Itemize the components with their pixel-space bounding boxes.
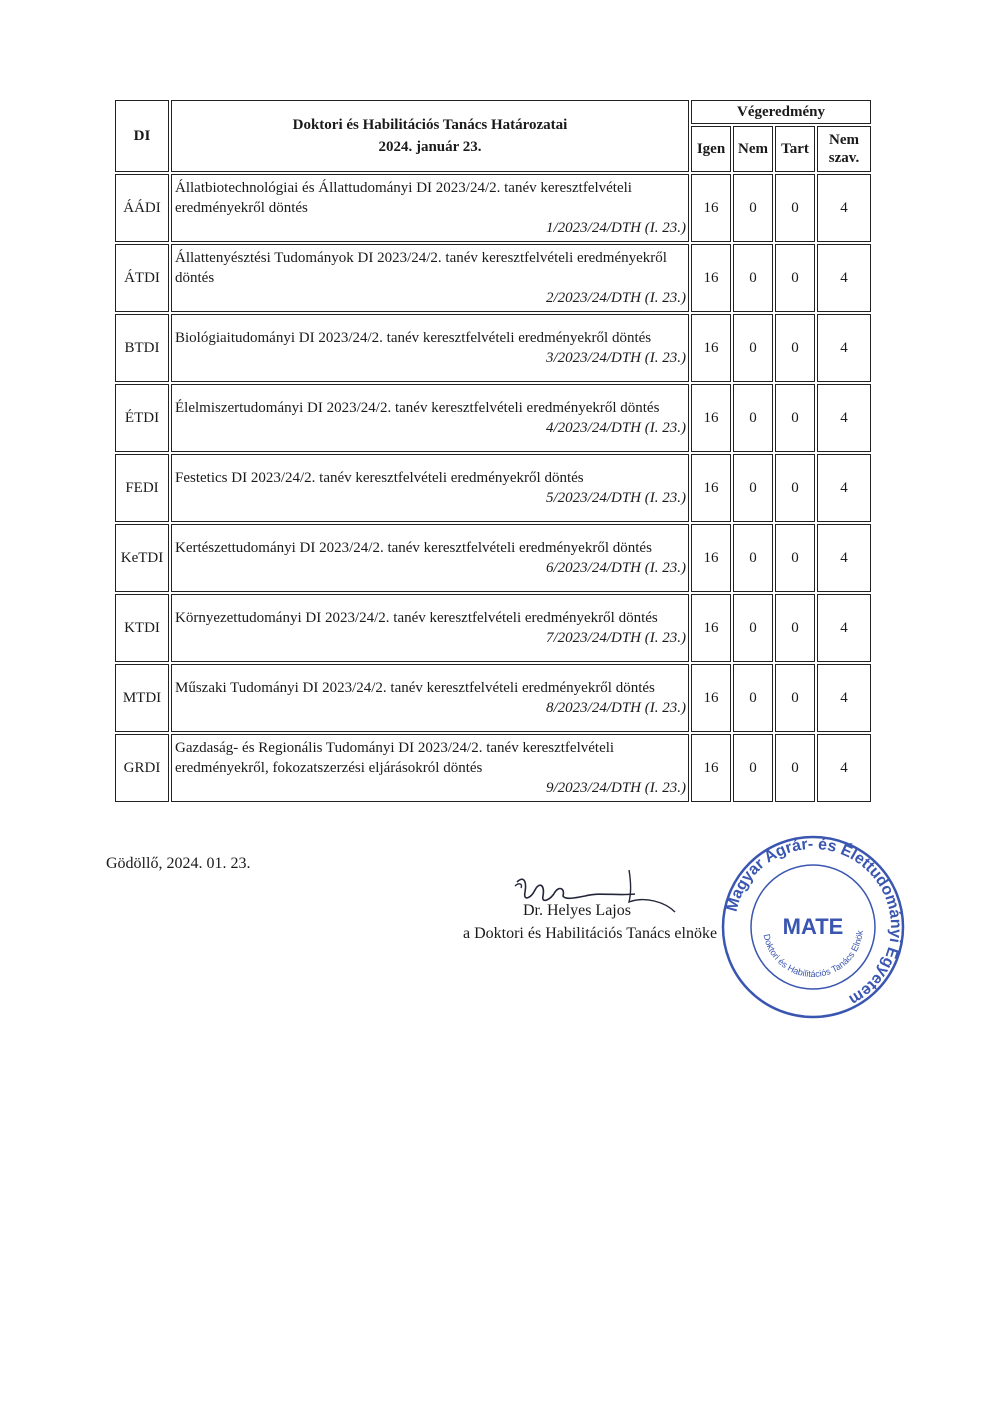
vote-not-voted: 4 (817, 384, 871, 452)
resolution-text: Műszaki Tudományi DI 2023/24/2. tanév keresztfelvételi eredményekről döntés (175, 680, 655, 696)
di-code: KTDI (115, 594, 169, 662)
resolution-reference: 9/2023/24/DTH (I. 23.) (546, 780, 686, 796)
vote-no: 0 (733, 314, 773, 382)
col-abstain-header: Tart (775, 126, 815, 172)
table-title (171, 100, 689, 172)
resolution-description (171, 524, 689, 592)
resolution-description (171, 454, 689, 522)
resolution-text: Festetics DI 2023/24/2. tanév keresztfelvételi eredményekről döntés (175, 470, 584, 486)
table-row (115, 174, 871, 242)
resolution-description (171, 664, 689, 732)
table-title-line1: Doktori és Habilitációs Tanács Határozatai (292, 117, 568, 133)
resolution-description (171, 734, 689, 802)
vote-not-voted: 4 (817, 244, 871, 312)
vote-not-voted: 4 (817, 524, 871, 592)
col-not-voted-header: Nem szav. (817, 126, 871, 172)
vote-abstain: 0 (775, 174, 815, 242)
resolution-description (171, 594, 689, 662)
vote-yes: 16 (691, 174, 731, 242)
resolution-text: Állattenyésztési Tudományok DI 2023/24/2. tanév keresztfelvételi eredményekről döntés (175, 250, 667, 286)
resolution-reference: 5/2023/24/DTH (I. 23.) (546, 490, 686, 506)
table-row (115, 664, 871, 732)
vote-not-voted: 4 (817, 314, 871, 382)
di-code: KeTDI (115, 524, 169, 592)
vote-yes: 16 (691, 664, 731, 732)
stamp-outer-text: Magyar Agrár- és Élettudományi Egyetem (723, 835, 905, 1009)
vote-abstain: 0 (775, 384, 815, 452)
vote-abstain: 0 (775, 454, 815, 522)
resolution-description (171, 174, 689, 242)
vote-yes: 16 (691, 594, 731, 662)
vote-abstain: 0 (775, 734, 815, 802)
di-code: BTDI (115, 314, 169, 382)
table-row (115, 314, 871, 382)
vote-abstain: 0 (775, 594, 815, 662)
vote-yes: 16 (691, 314, 731, 382)
vote-no: 0 (733, 524, 773, 592)
table-row (115, 384, 871, 452)
di-code: ÁÁDI (115, 174, 169, 242)
resolution-reference: 4/2023/24/DTH (I. 23.) (546, 420, 686, 436)
vote-no: 0 (733, 594, 773, 662)
vote-no: 0 (733, 664, 773, 732)
resolution-text: Biológiaitudományi DI 2023/24/2. tanév keresztfelvételi eredményekről döntés (175, 330, 652, 346)
table-row (115, 524, 871, 592)
resolution-reference: 1/2023/24/DTH (I. 23.) (546, 220, 686, 236)
vote-not-voted: 4 (817, 664, 871, 732)
resolution-reference: 3/2023/24/DTH (I. 23.) (546, 350, 686, 366)
vote-abstain: 0 (775, 244, 815, 312)
vote-yes: 16 (691, 384, 731, 452)
vote-yes: 16 (691, 524, 731, 592)
vote-no: 0 (733, 244, 773, 312)
table-row (115, 454, 871, 522)
vote-yes: 16 (691, 454, 731, 522)
table-title-line2: 2024. január 23. (378, 139, 482, 155)
resolution-description (171, 244, 689, 312)
stamp-logo: MATE (782, 914, 844, 939)
result-group-header: Végeredmény (691, 100, 871, 124)
table-row (115, 594, 871, 662)
col-no-header: Nem (733, 126, 773, 172)
resolution-reference: 2/2023/24/DTH (I. 23.) (546, 290, 686, 306)
signer-role: a Doktori és Habilitációs Tanács elnöke (463, 925, 718, 942)
resolution-text: Gazdaság- és Regionális Tudományi DI 2023/24/2. tanév keresztfelvételi eredményekről, fokozatszerzési eljárásokról döntés (175, 740, 615, 776)
resolution-text: Élelmiszertudományi DI 2023/24/2. tanév keresztfelvételi eredményekről döntés (175, 400, 660, 416)
di-code: MTDI (115, 664, 169, 732)
vote-no: 0 (733, 734, 773, 802)
resolution-reference: 8/2023/24/DTH (I. 23.) (546, 700, 686, 716)
di-code: GRDI (115, 734, 169, 802)
vote-not-voted: 4 (817, 454, 871, 522)
vote-not-voted: 4 (817, 174, 871, 242)
vote-yes: 16 (691, 244, 731, 312)
vote-yes: 16 (691, 734, 731, 802)
table-row (115, 734, 871, 802)
resolution-reference: 7/2023/24/DTH (I. 23.) (546, 630, 686, 646)
vote-abstain: 0 (775, 524, 815, 592)
resolution-reference: 6/2023/24/DTH (I. 23.) (546, 560, 686, 576)
official-stamp (718, 832, 908, 1022)
vote-abstain: 0 (775, 314, 815, 382)
vote-not-voted: 4 (817, 734, 871, 802)
vote-not-voted: 4 (817, 594, 871, 662)
col-yes-header: Igen (691, 126, 731, 172)
place-date: Gödöllő, 2024. 01. 23. (106, 855, 251, 872)
vote-no: 0 (733, 454, 773, 522)
di-code: FEDI (115, 454, 169, 522)
vote-abstain: 0 (775, 664, 815, 732)
resolution-text: Környezettudományi DI 2023/24/2. tanév keresztfelvételi eredményekről döntés (175, 610, 658, 626)
stamp-inner-text: Doktori és Habilitációs Tanács Elnök (761, 929, 865, 980)
resolutions-table (113, 98, 873, 804)
vote-no: 0 (733, 384, 773, 452)
table-row (115, 244, 871, 312)
vote-no: 0 (733, 174, 773, 242)
di-header: DI (115, 100, 169, 172)
resolution-text: Kertészettudományi DI 2023/24/2. tanév keresztfelvételi eredményekről döntés (175, 540, 652, 556)
di-code: ÁTDI (115, 244, 169, 312)
resolution-text: Állatbiotechnológiai és Állattudományi DI 2023/24/2. tanév keresztfelvételi eredményekről döntés (175, 180, 632, 216)
resolution-description (171, 314, 689, 382)
resolution-description (171, 384, 689, 452)
di-code: ÉTDI (115, 384, 169, 452)
signer-name: Dr. Helyes Lajos (523, 902, 631, 919)
